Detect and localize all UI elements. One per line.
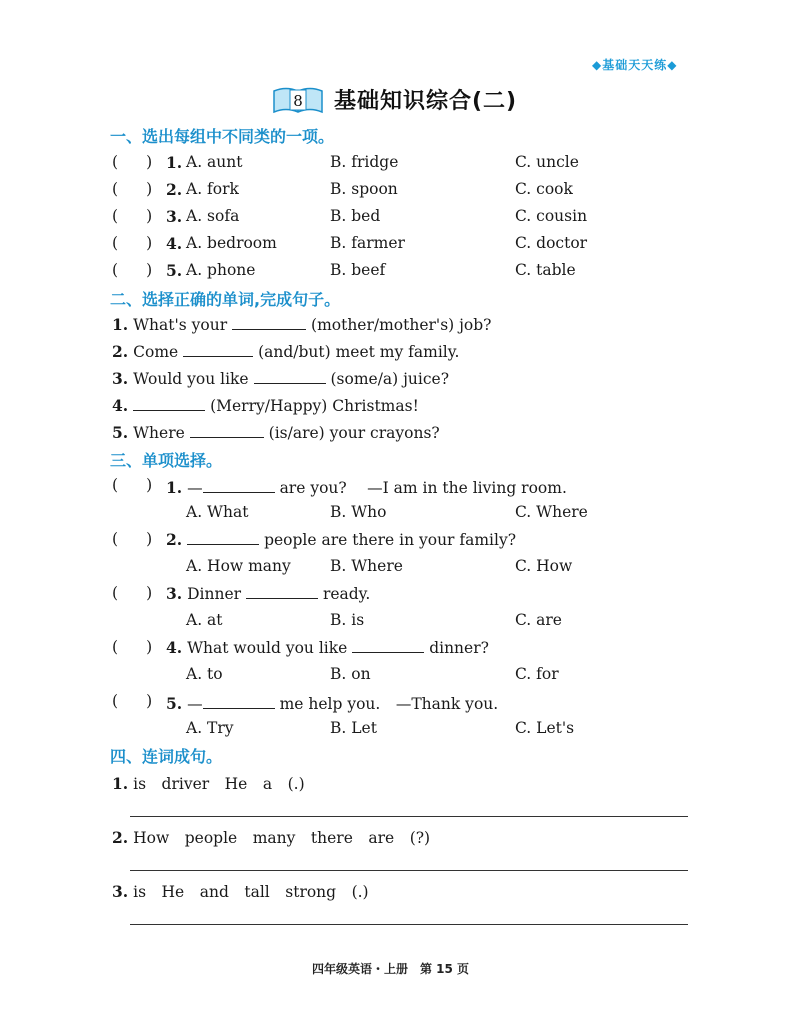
option-c: C. cook (515, 180, 573, 198)
option-a: A. bedroom (186, 234, 277, 252)
option-b: B. spoon (330, 180, 398, 198)
answer-paren[interactable]: ( ) (112, 638, 153, 656)
answer-line[interactable] (130, 870, 688, 871)
option-c: C. Where (515, 503, 588, 521)
answer-paren[interactable]: ( ) (112, 234, 153, 252)
option-c: C. How (515, 557, 573, 575)
question-number: 5. (166, 261, 183, 280)
option-c: C. table (515, 261, 576, 279)
option-a: A. fork (186, 180, 239, 198)
answer-paren[interactable]: ( ) (112, 692, 153, 710)
word-order-2: 2. How people many there are (?) (112, 828, 431, 847)
fill-sentence-3: 3. Would you like (some/a) juice? (112, 369, 450, 388)
option-a: A. What (186, 503, 249, 521)
word-order-1: 1. is driver He a (.) (112, 774, 305, 793)
section-1-heading: 一、选出每组中不同类的一项。 (110, 127, 335, 146)
option-b: B. Where (330, 557, 403, 575)
answer-blank[interactable] (232, 315, 306, 330)
answer-blank[interactable] (190, 423, 264, 438)
option-c: C. doctor (515, 234, 588, 252)
option-b: B. fridge (330, 153, 399, 171)
lesson-number: 8 (293, 91, 303, 110)
option-a: A. How many (186, 557, 291, 575)
answer-line[interactable] (130, 924, 688, 925)
option-c: C. cousin (515, 207, 588, 225)
word-order-3: 3. is He and tall strong (.) (112, 882, 369, 901)
option-a: A. to (186, 665, 223, 683)
option-c: C. Let's (515, 719, 575, 737)
question-number: 2. (166, 180, 183, 199)
answer-blank[interactable] (187, 530, 259, 545)
option-a: A. phone (186, 261, 256, 279)
open-book-icon (270, 85, 326, 115)
answer-paren[interactable]: ( ) (112, 180, 153, 198)
option-c: C. uncle (515, 153, 579, 171)
page-footer: 四年级英语・上册 第 15 页 (312, 962, 470, 976)
option-b: B. on (330, 665, 371, 683)
option-b: B. beef (330, 261, 386, 279)
option-b: B. farmer (330, 234, 405, 252)
option-a: A. Try (186, 719, 234, 737)
option-b: B. is (330, 611, 365, 629)
option-a: A. aunt (186, 153, 243, 171)
section-3-heading: 三、单项选择。 (110, 451, 223, 470)
fill-sentence-5: 5. Where (is/are) your crayons? (112, 423, 440, 442)
option-a: A. at (186, 611, 223, 629)
title-text: 基础知识综合(二) (334, 89, 518, 114)
mc-question-5: 5. — me help you. —Thank you. (166, 694, 499, 713)
question-number: 4. (166, 234, 183, 253)
answer-paren[interactable]: ( ) (112, 261, 153, 279)
answer-blank[interactable] (133, 396, 205, 411)
answer-paren[interactable]: ( ) (112, 476, 153, 494)
option-b: B. Who (330, 503, 387, 521)
question-number: 1. (166, 153, 183, 172)
mc-question-4: 4. What would you like dinner? (166, 638, 489, 657)
answer-paren[interactable]: ( ) (112, 530, 153, 548)
answer-blank[interactable] (203, 694, 275, 709)
option-b: B. Let (330, 719, 377, 737)
section-4-heading: 四、连词成句。 (110, 747, 223, 766)
answer-blank[interactable] (183, 342, 253, 357)
answer-line[interactable] (130, 816, 688, 817)
fill-sentence-4: 4. (Merry/Happy) Christmas! (112, 396, 419, 415)
answer-paren[interactable]: ( ) (112, 207, 153, 225)
answer-blank[interactable] (254, 369, 326, 384)
section-2-heading: 二、选择正确的单词,完成句子。 (110, 290, 341, 309)
mc-question-3: 3. Dinner ready. (166, 584, 371, 603)
option-b: B. bed (330, 207, 381, 225)
answer-paren[interactable]: ( ) (112, 153, 153, 171)
option-c: C. are (515, 611, 562, 629)
fill-sentence-2: 2. Come (and/but) meet my family. (112, 342, 460, 361)
answer-blank[interactable] (352, 638, 424, 653)
question-number: 3. (166, 207, 183, 226)
answer-blank[interactable] (203, 478, 275, 493)
page-title (270, 84, 517, 115)
mc-question-1: 1. — are you? —I am in the living room. (166, 478, 567, 497)
option-a: A. sofa (186, 207, 240, 225)
option-c: C. for (515, 665, 559, 683)
answer-paren[interactable]: ( ) (112, 584, 153, 602)
answer-blank[interactable] (246, 584, 318, 599)
fill-sentence-1: 1. What's your (mother/mother's) job? (112, 315, 492, 334)
series-tag: ◆基础天天练◆ (592, 58, 678, 72)
mc-question-2: 2. people are there in your family? (166, 530, 517, 549)
